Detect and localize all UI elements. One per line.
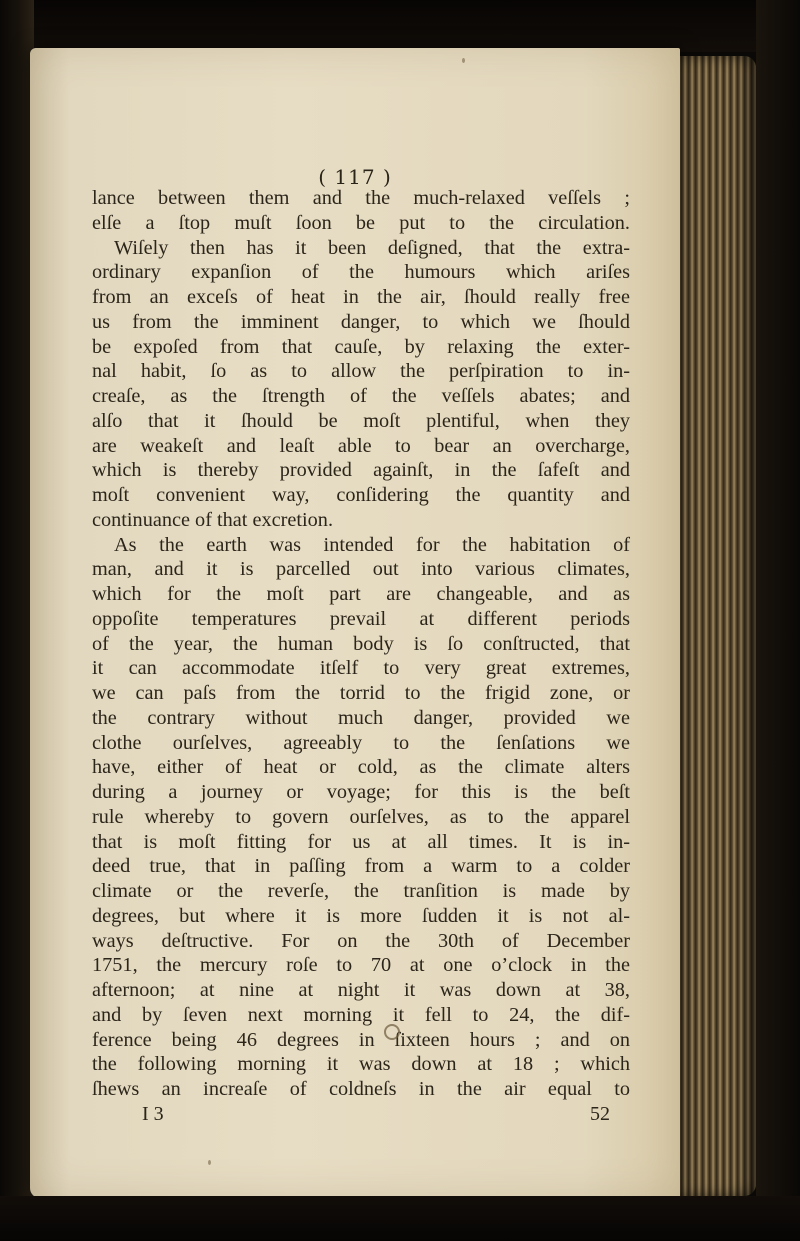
text-line: afternoon; at nine at night it was down at 38, [92,979,630,1001]
text-line: we can paſs from the torrid to the frigid zone, or [92,682,630,704]
text-line: continuance of that excretion. [92,508,334,531]
text-line: degrees, but where it is more ſudden it is not al- [92,904,630,927]
text-line: are weakeſt and leaſt able to bear an overcharge, [92,434,630,457]
text-line: rule whereby to govern ourſelves, as to the apparel [92,805,630,828]
ink-speck [462,58,465,63]
text-line: oppoſite temperatures prevail at different periods [92,607,630,630]
text-line: moſt convenient way, conſidering the quantity and [92,484,630,506]
text-line: that is moſt fitting for us at all times. It is in- [92,830,630,853]
page-number-header: ( 117 ) [318,165,392,189]
text-line: the contrary without much danger, provided we [92,706,630,729]
text-line: from an exceſs of heat in the air, ſhould really free [92,286,630,308]
library-stamp-icon [384,1024,400,1040]
text-line: deed true, that in paſſing from a warm to a colder [92,855,630,878]
text-line: ſhews an increaſe of coldneſs in the air equal to [92,1078,630,1100]
text-line: which is thereby provided againſt, in the ſafeſt and [92,459,630,482]
text-line: man, and it is parcelled out into various climates, [92,558,630,581]
bottom-shadow [0,1196,800,1241]
text-line: the following morning it was down at 18 ; which [92,1053,630,1076]
text-line: creaſe, as the ſtrength of the veſſels abates; and [92,385,630,407]
signature-mark: I 3 [142,1103,164,1125]
ink-speck [208,1160,211,1165]
text-line: ordinary expanſion of the humours which ariſes [92,261,630,284]
page-edges [668,56,756,1196]
text-line: 1751, the mercury roſe to 70 at one o’clock in the [92,954,630,977]
text-line: climate or the reverſe, the tranſition is made by [92,880,630,902]
text-line: have, either of heat or cold, as the climate alters [92,756,630,779]
text-line: be expoſed from that cauſe, by relaxing the exter- [92,335,630,358]
text-line: Wiſely then has it been deſigned, that the extra- [114,236,630,259]
text-line: during a journey or voyage; for this is the beſt [92,781,630,803]
text-line: which for the moſt part are changeable, and as [92,583,630,605]
text-line: of the year, the human body is ſo conſtructed, that [92,632,630,655]
text-line: us from the imminent danger, to which we ſhould [92,310,630,333]
text-line: ways deſtructive. For on the 30th of December [92,929,630,952]
right-shadow [756,0,800,1241]
text-line: As the earth was intended for the habitation of [114,533,630,556]
left-binding-edge [0,0,34,1241]
text-line: and by ſeven next morning it fell to 24, the dif- [92,1003,630,1026]
text-line: elſe a ſtop muſt ſoon be put to the circulation. [92,211,630,234]
text-line: alſo that it ſhould be moſt plentiful, when they [92,409,630,432]
text-line: lance between them and the much-relaxed veſſels ; [92,187,630,209]
body-text [92,186,630,1102]
text-line: ference being 46 degrees in ſixteen hours ; and on [92,1028,630,1051]
catchword: 52 [590,1103,610,1125]
top-shadow [0,0,800,52]
text-line: nal habit, ſo as to allow the perſpiration to in- [92,360,630,383]
text-line: clothe ourſelves, agreeably to the ſenſations we [92,731,630,754]
text-line: it can accommodate itſelf to very great extremes, [92,657,630,680]
